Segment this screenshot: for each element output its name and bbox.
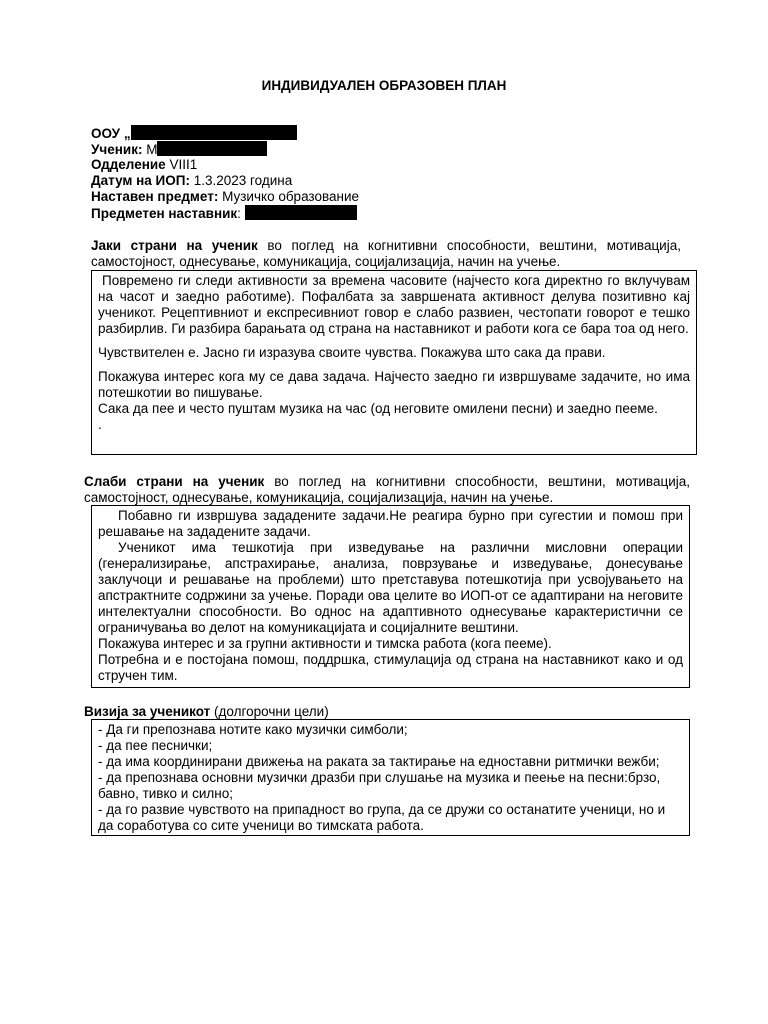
vision-item: - Да ги препознава нотите како музички симболи; [98,722,408,737]
redaction-bar [245,205,357,220]
class-row [91,157,359,173]
student-label: Ученик: [91,142,143,157]
weaknesses-heading-rest: во поглед на когнитивни способности, вештини, мотивација, самостојност, однесување, комуникација, социјализација, начин на учење. [84,474,690,505]
document-title: ИНДИВИДУАЛЕН ОБРАЗОВЕН ПЛАН [261,78,507,93]
teacher-label: Предметен наставник [91,206,238,221]
vision-heading [84,704,684,720]
teacher-colon: : [237,206,241,221]
weaknesses-paragraph: Потребна и е постојана помош, поддршка, стимулација од страна на наставникот како и од стручен тим. [98,652,683,683]
school-label: ООУ „ [91,126,131,141]
vision-heading-bold: Визија за ученикот [84,704,211,719]
date-value: 1.3.2023 година [193,173,293,188]
strengths-paragraph: Сака да пее и често пуштам музика на час (од неговите омилени песни) и заедно пееме. [98,401,658,416]
student-value: М [146,142,158,157]
date-row [91,173,359,189]
weaknesses-box [91,505,690,688]
school-row [91,125,359,141]
weaknesses-paragraph: Покажува интерес и за групни активности и тимска работа (кога пееме). [98,636,552,651]
student-row [91,141,359,157]
weaknesses-heading [84,474,690,506]
vision-item: - да препознава основни музички дразби при слушање на музика и пеење на песни:брзо, бавно, тивко и силно; [98,770,661,801]
class-label: Одделение [91,157,166,172]
weaknesses-heading-bold: Слаби страни на ученик [84,474,265,489]
strengths-heading-rest: во поглед на когнитивни способности, вештини, мотивација, самостојност, однесување, комуникација, социјализација, начин на учење. [91,238,681,269]
vision-item: - да пее песнички; [98,738,213,753]
strengths-paragraph: Повремено ги следи активности за времена часовите (најчесто кога директно го вклучувам на часот и заедно работиме). Пофалбата за завршената активност делува позитивно кај ученикот. Рецептивниот и експресивниот говор е слабо развиен, честопати говорот е тешко разбирлив. Ги разбира барањата од страна на наставникот и работи кога се бара тоа од него. [98,273,690,336]
strengths-heading-bold: Јаки страни на ученик [91,238,258,253]
weaknesses-paragraph: Ученикот има тешкотија при изведување на различни мисловни операции (генерализирање, апстрахирање, анализа, поврзување и изведување, донесување заклучоци и решавање на проблеми) што претставува потешкотија при усвојувањето на апстрактните содржини за учење. Поради ова целите во ИОП-от се адаптирани на неговите интелектуални способности. Во однос на адаптивното однесување карактеристични се ограничувања во делот на комуникацијата и социјалните вештини. [98,540,683,635]
date-label: Датум на ИОП: [91,173,190,188]
subject-row [91,189,359,205]
weaknesses-paragraph: Побавно ги извршува зададените задачи.Не реагира бурно при сугестии и помош при решавање на зададените задачи. [98,508,683,539]
class-value: VIII1 [169,157,198,172]
student-info-block [91,125,359,221]
strengths-paragraph: Покажува интерес кога му се дава задача. Најчесто заедно ги извршуваме задачите, но има потешкотии во пишување. [98,369,690,400]
redaction-bar [131,125,297,140]
vision-item: - да има координирани движења на раката за тактирање на едноставни ритмички вежби; [98,754,660,769]
vision-box [91,719,690,836]
redaction-bar [157,141,267,156]
subject-label: Наставен предмет: [91,189,219,204]
strengths-heading [91,238,681,270]
teacher-row [91,205,359,221]
subject-value: Музичко образование [222,189,360,204]
strengths-paragraph: . [98,417,102,432]
strengths-paragraph: Чувствителен е. Јасно ги изразува своите чувства. Покажува што сака да прави. [98,345,606,360]
vision-item: - да го развие чувството на припадност во група, да се дружи со останатите ученици, но и да соработува со сите ученици во тимската работа. [98,802,666,833]
vision-heading-rest: (долгорочни цели) [210,704,329,719]
strengths-box [91,270,697,455]
